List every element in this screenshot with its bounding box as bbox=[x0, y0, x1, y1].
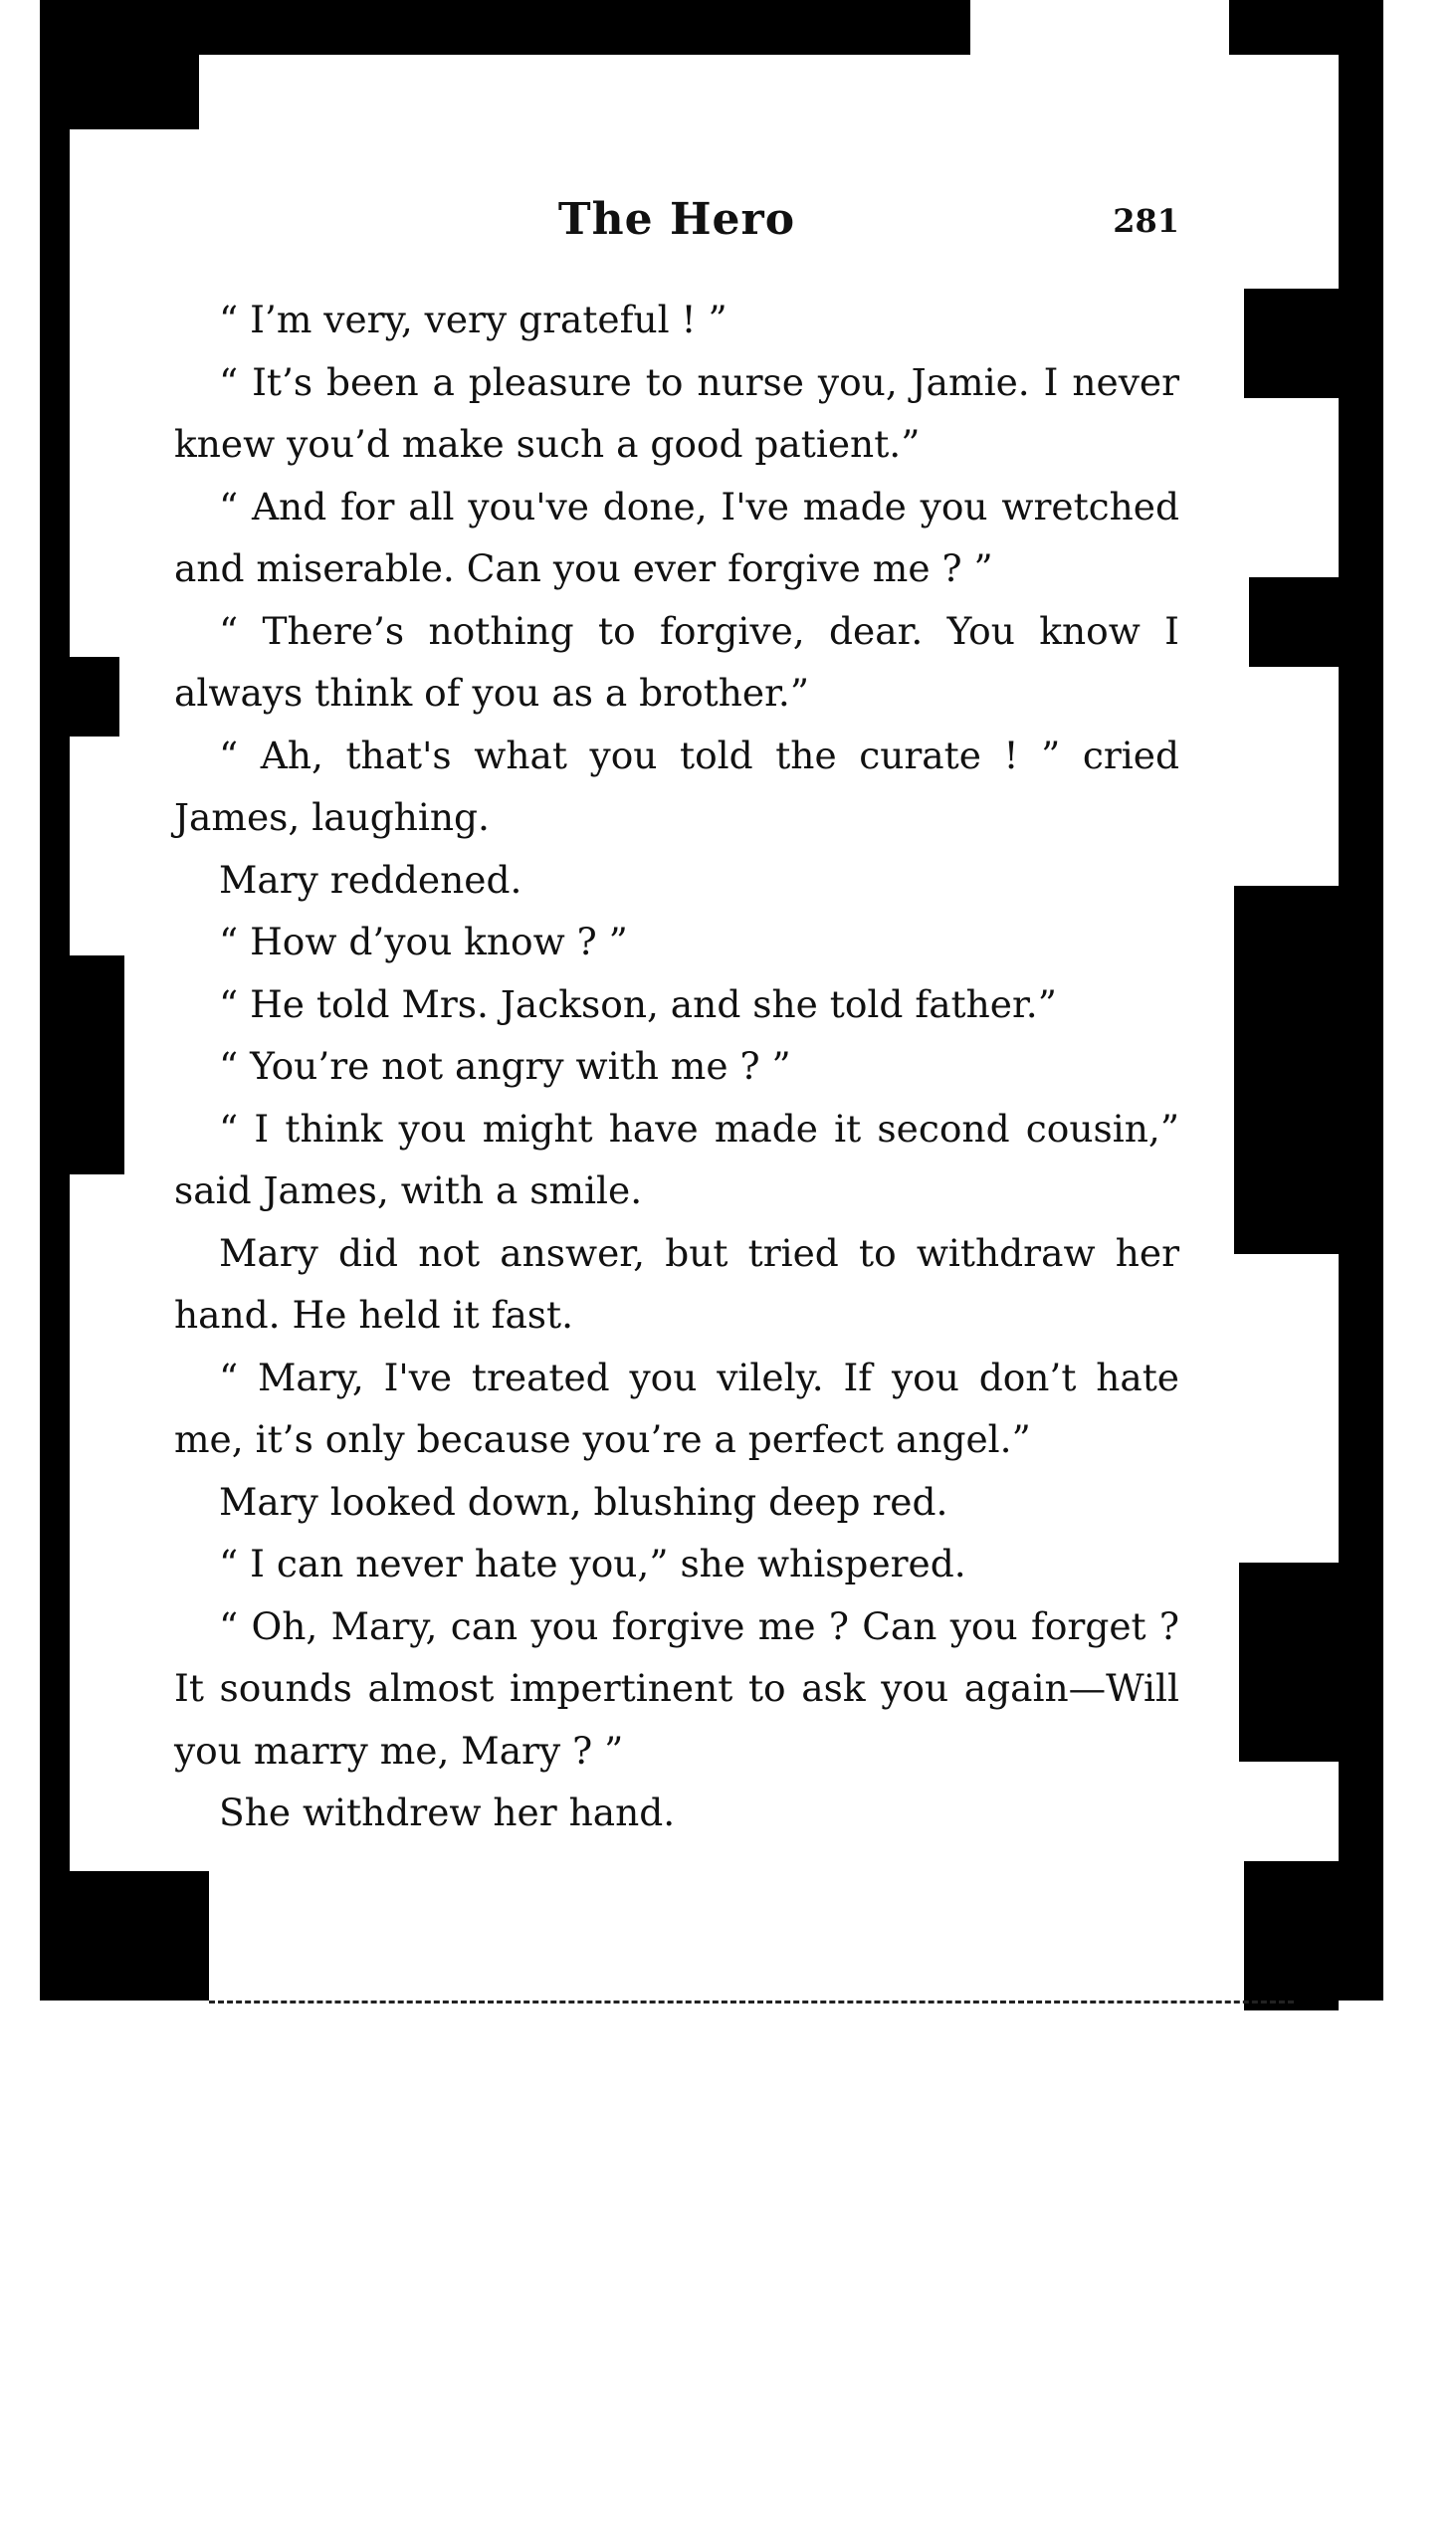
paragraph: “ And for all you've done, I've made you wretched and miserable. Can you ever forgive me ? ” bbox=[174, 484, 1179, 590]
paragraph: Mary reddened. bbox=[219, 857, 522, 902]
scan-edge bbox=[1234, 886, 1339, 1254]
paragraph: “ I can never hate you,” she whispered. bbox=[219, 1542, 966, 1585]
paragraph: Mary looked down, blushing deep red. bbox=[219, 1479, 948, 1524]
scan-edge bbox=[40, 129, 55, 647]
paragraph: “ I’m very, very grateful ! ” bbox=[219, 298, 728, 341]
paragraph: “ Ah, that's what you told the curate ! ” cried James, laughing. bbox=[174, 733, 1179, 839]
paragraph: Mary did not answer, but tried to withdraw her hand. He held it fast. bbox=[174, 1230, 1179, 1337]
paragraph: “ There’s nothing to forgive, dear. You know I always think of you as a brother.” bbox=[174, 608, 1179, 715]
scan-edge bbox=[1244, 1861, 1339, 2010]
scan-edge bbox=[40, 55, 199, 129]
blank-margin bbox=[0, 2030, 1456, 2530]
paragraph: “ You’re not angry with me ? ” bbox=[219, 1044, 791, 1088]
scan-edge bbox=[40, 657, 119, 737]
paragraph: “ How d’you know ? ” bbox=[219, 920, 628, 963]
page-number: 281 bbox=[1113, 202, 1179, 240]
paragraph: “ Mary, I've treated you vilely. If you don’t hate me, it’s only because you’re a perfect angel.” bbox=[174, 1355, 1179, 1461]
scan-edge bbox=[1249, 577, 1339, 667]
running-head bbox=[174, 194, 1179, 264]
page-bottom-rule bbox=[209, 2001, 1294, 2007]
scan-edge bbox=[1239, 1563, 1339, 1762]
scan-edge bbox=[1244, 289, 1339, 398]
body-text bbox=[174, 289, 1179, 1844]
paragraph: “ He told Mrs. Jackson, and she told father.” bbox=[219, 981, 1057, 1026]
scan-edge bbox=[40, 955, 124, 1174]
paragraph: “ I think you might have made it second cousin,” said James, with a smile. bbox=[174, 1106, 1179, 1212]
paragraph: “ It’s been a pleasure to nurse you, Jamie. I never knew you’d make such a good patient.” bbox=[174, 359, 1179, 466]
scan-edge bbox=[40, 1871, 209, 2001]
scan-notch bbox=[970, 0, 1229, 55]
running-title: The Hero bbox=[557, 194, 796, 245]
paragraph: “ Oh, Mary, can you forgive me ? Can you forget ? It sounds almost impertinent to ask you again—Will you marry me, Mary ? ” bbox=[174, 1603, 1179, 1773]
paragraph: She withdrew her hand. bbox=[219, 1791, 676, 1834]
